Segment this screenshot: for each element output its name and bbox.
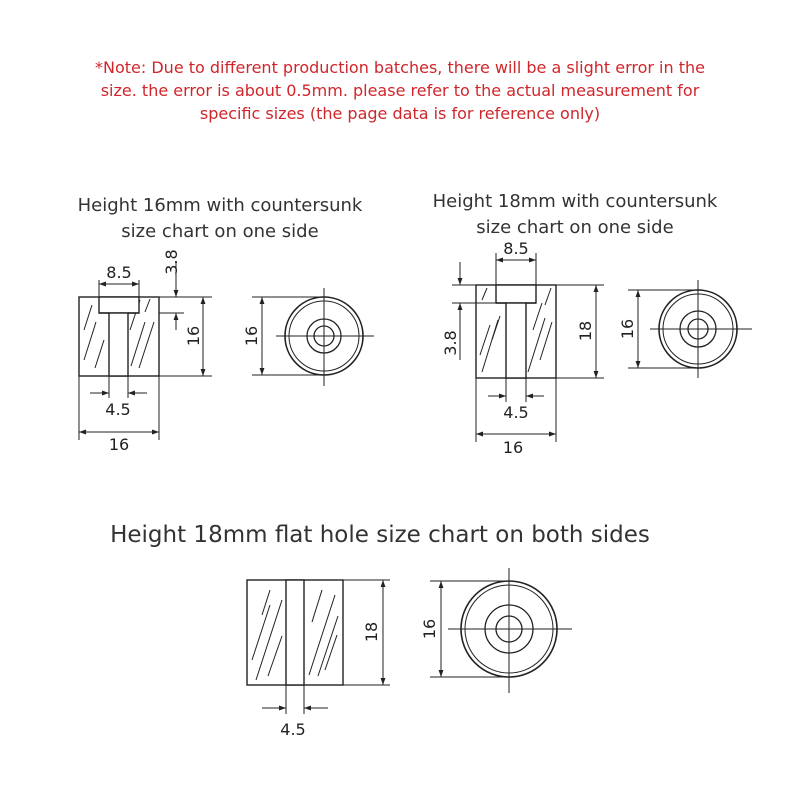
drawing-18mm-side-section bbox=[476, 285, 556, 378]
drawing-flat-hole-side-section bbox=[247, 580, 343, 685]
drawing-18mm-top-view bbox=[628, 280, 752, 378]
dim-label: 16 bbox=[618, 318, 637, 340]
drawing-16mm-dimensions bbox=[79, 262, 212, 440]
dim-label: 8.5 bbox=[503, 239, 529, 258]
dim-label: 16 bbox=[184, 325, 203, 347]
dim-label: 16 bbox=[502, 438, 524, 457]
note-line: size. the error is about 0.5mm. please refer to the actual measurement for bbox=[100, 81, 700, 100]
dim-label: 16 bbox=[108, 435, 130, 454]
drawing-16mm-side-section bbox=[79, 297, 159, 376]
dim-label: 4.5 bbox=[503, 403, 529, 422]
chart-title-18mm-countersunk: Height 18mm with countersunk size chart on one side bbox=[432, 191, 718, 238]
dim-label: 18 bbox=[362, 621, 381, 643]
chart-title-16mm-countersunk: Height 16mm with countersunk size chart on one side bbox=[77, 195, 363, 242]
note-line: specific sizes (the page data is for reference only) bbox=[199, 104, 601, 123]
drawing-flat-hole-top-view bbox=[430, 568, 572, 693]
dim-label: 18 bbox=[576, 320, 595, 342]
chart-title-18mm-flat-hole: Height 18mm flat hole size chart on both sides bbox=[110, 522, 650, 548]
dim-label: 16 bbox=[242, 325, 261, 347]
note-line: *Note: Due to different production batches, there will be a slight error in the bbox=[95, 58, 705, 77]
drawing-16mm-top-view bbox=[252, 288, 374, 386]
dim-label: 4.5 bbox=[105, 400, 131, 419]
dim-label: 4.5 bbox=[280, 720, 306, 739]
drawing-flat-hole-dimensions bbox=[262, 580, 390, 714]
dim-label: 3.8 bbox=[441, 330, 460, 356]
dim-label: 8.5 bbox=[106, 263, 132, 282]
dim-label: 3.8 bbox=[162, 249, 181, 275]
dim-label: 16 bbox=[420, 618, 439, 640]
